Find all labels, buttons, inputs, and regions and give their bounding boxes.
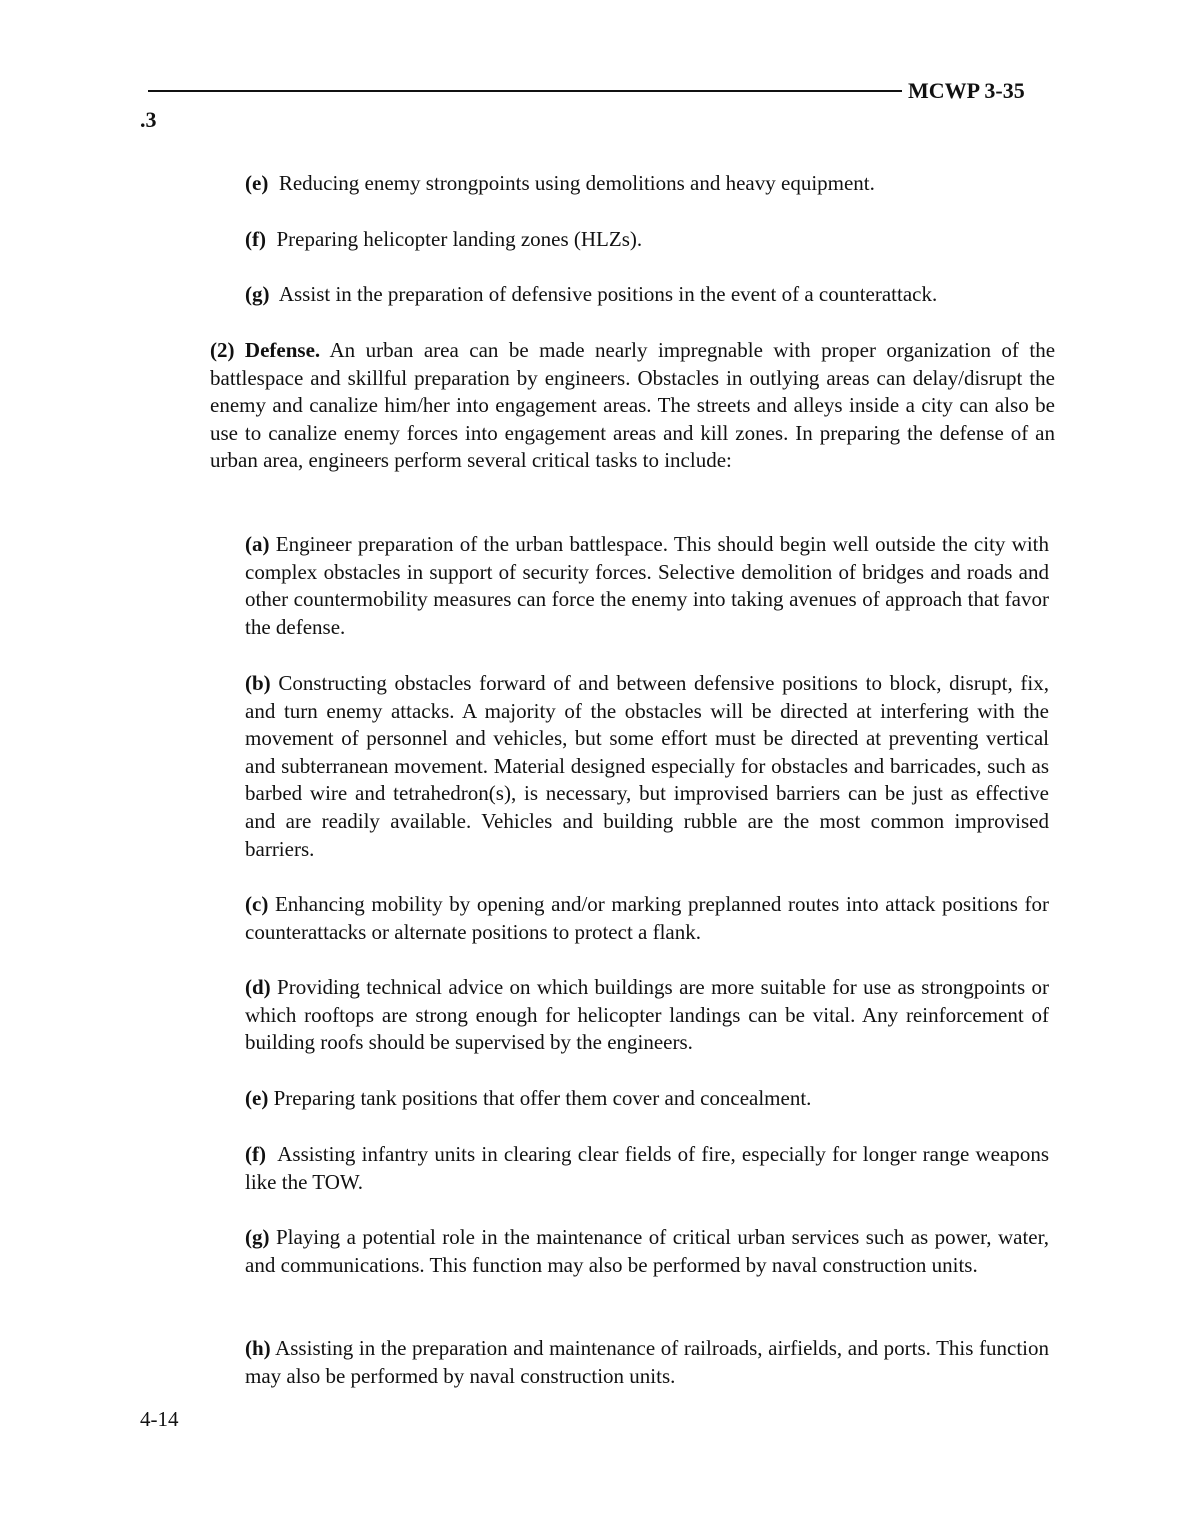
list-item-f-top [245,226,1049,254]
list-item-text: Enhancing mobility by opening and/or marking preplanned routes into attack positions for counterattacks or alternate positions to protect a flank. [245,892,1049,944]
list-item-label: (e) [245,1086,269,1110]
list-item-text: Constructing obstacles forward of and between defensive positions to block, disrupt, fix, and turn enemy attacks. A majority of the obstacles will be directed at interfering with the movement of personnel and vehicles, but some effort must be directed at preventing vertical and subterranean movement. Material designed especially for obstacles and barricades, such as barbed wire and tetrahedron(s), is necessary, but improvised barriers can be just as effective and are readily available. Vehicles and building rubble are the most common improvised barriers. [245,671,1050,861]
list-item-f [245,1141,1049,1196]
list-item-label: (a) [245,532,270,556]
list-item-e-top [245,170,1049,198]
list-item-text: Assisting infantry units in clearing clear fields of fire, especially for longer range weapons like the TOW. [245,1142,1049,1194]
list-item-label: (e) [245,171,269,195]
list-item-text: Preparing helicopter landing zones (HLZs). [276,227,643,251]
page-number: 4-14 [140,1407,179,1431]
list-item-text: Assist in the preparation of defensive positions in the event of a counterattack. [278,282,938,306]
list-item-a [245,531,1049,641]
list-item-b [245,670,1049,863]
defense-paragraph [210,337,1055,475]
list-item-text: Providing technical advice on which buildings are more suitable for use as strongpoints or which rooftops are strong enough for helicopter landings can be vital. Any reinforcement of building roofs should be supervised by the engineers. [245,975,1049,1055]
list-item-label: (g) [245,1225,270,1249]
list-item-label: (h) [245,1336,271,1360]
defense-text: An urban area can be made nearly impregnable with proper organization of the battlespace and skillful preparation by engineers. Obstacles in outlying areas can delay/disrupt the enemy and canalize him/her into engagement areas. The streets and alleys inside a city can also be use to canalize enemy forces into engagement areas and kill zones. In preparing the defense of an urban area, engineers perform several critical tasks to include: [210,338,1056,473]
list-item-e [245,1085,1049,1113]
list-item-label: (d) [245,975,271,999]
list-item-d [245,974,1049,1057]
list-item-label: (f) [245,1142,266,1166]
list-item-text: Preparing tank positions that offer them cover and concealment. [273,1086,812,1110]
header-rule [148,90,902,92]
list-item-label: (b) [245,671,271,695]
document-id: MCWP 3-35 [908,78,1025,103]
list-item-text: Reducing enemy strongpoints using demolitions and heavy equipment. [278,171,875,195]
list-item-g-top [245,281,1049,309]
list-item-g [245,1224,1049,1279]
document-id-suffix: .3 [140,107,157,132]
list-item-label: (g) [245,282,270,306]
defense-heading: (2) Defense. [210,338,321,362]
list-item-label: (c) [245,892,269,916]
list-item-c [245,891,1049,946]
list-item-text: Playing a potential role in the maintenance of critical urban services such as power, water, and communications. This function may also be performed by naval construction units. [245,1225,1050,1277]
list-item-h [245,1335,1049,1390]
list-item-label: (f) [245,227,266,251]
list-item-text: Engineer preparation of the urban battlespace. This should begin well outside the city with complex obstacles in support of security forces. Selective demolition of bridges and roads and other countermobility measures can force the enemy into taking avenues of approach that favor the defense. [245,532,1049,639]
list-item-text: Assisting in the preparation and maintenance of railroads, airfields, and ports. This function may also be performed by naval construction units. [245,1336,1049,1388]
